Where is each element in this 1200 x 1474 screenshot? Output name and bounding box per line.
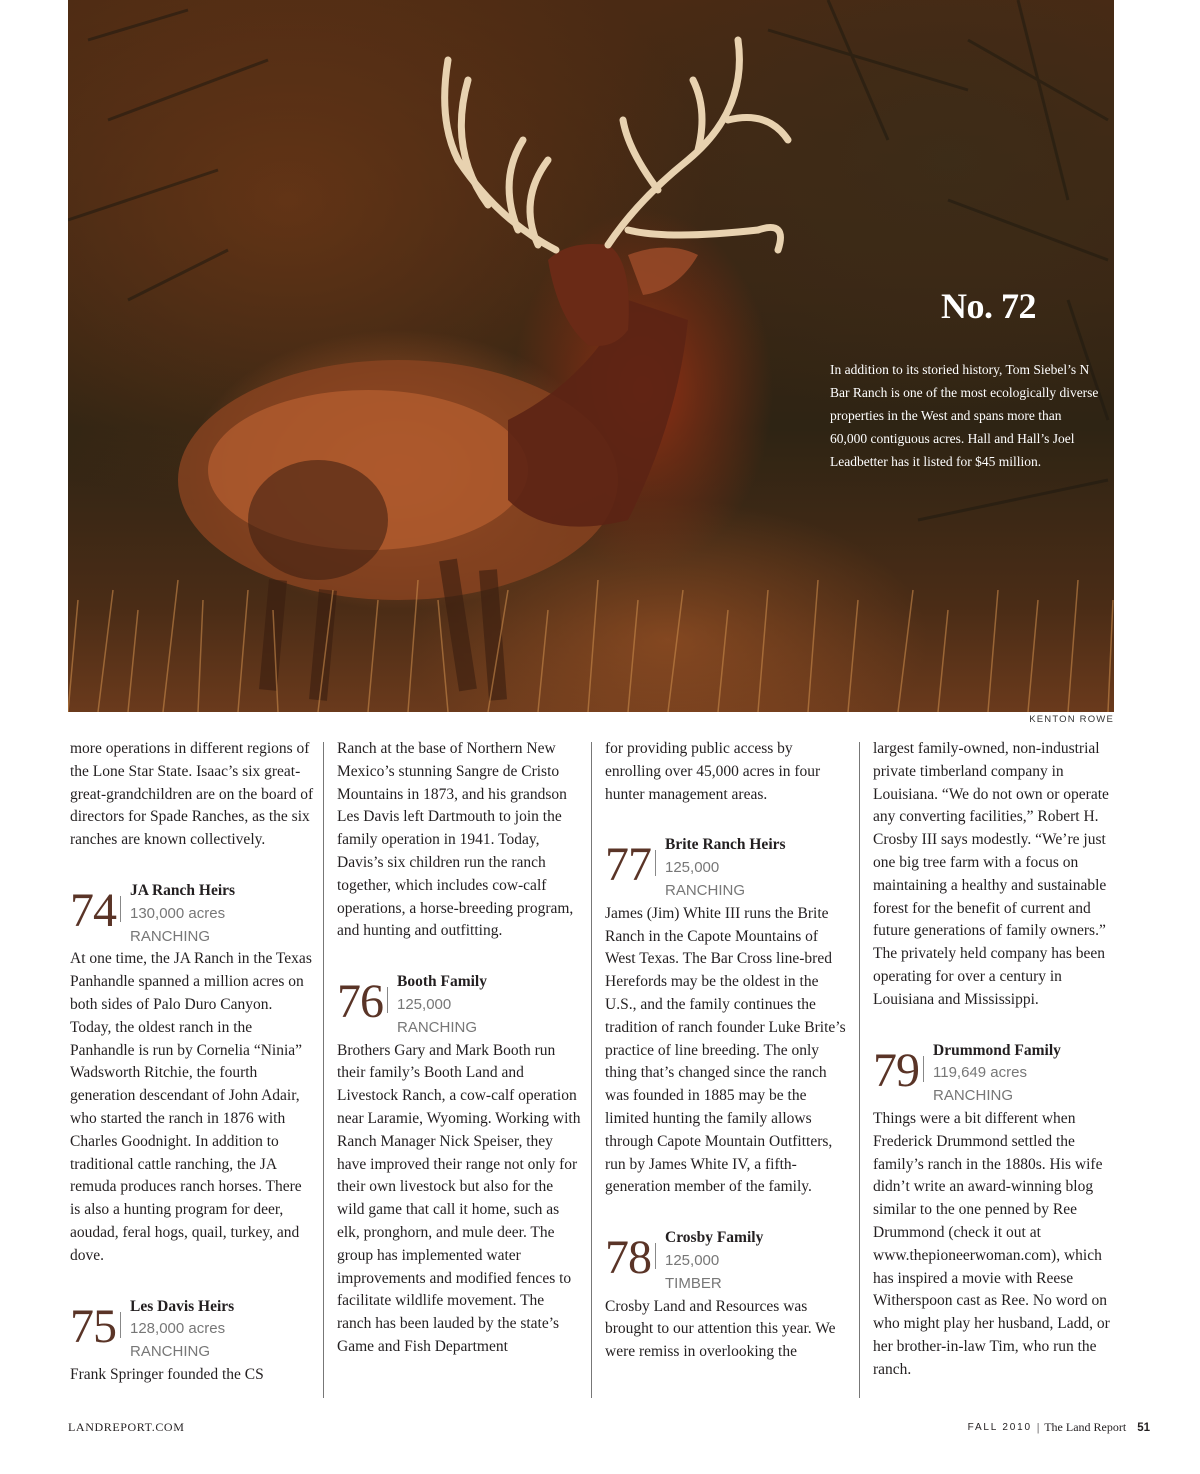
ranch-rank: 76 (337, 975, 383, 1029)
elk-antlers (445, 40, 788, 250)
rank-divider (387, 987, 388, 1013)
body-text: Brothers Gary and Mark Booth run their family’s Booth Land and Livestock Ranch, a cow-calf operation near Laramie, Wyoming. Working with Ranch Manager Nick Speiser, they have improved their range not only for their own livestock but also for the wild game that call it home, such as elk, pronghorn, and mule deer. The group has implemented water improvements and modified fences to facilitate wildlife movement. The ranch has been lauded by the state’s Game and Fish Department (337, 1041, 581, 1355)
rank-divider (655, 850, 656, 876)
column-divider (591, 742, 592, 1398)
ranch-use: RANCHING (665, 881, 746, 899)
article-column-2 (337, 738, 581, 1359)
ranch-owner: Drummond Family (933, 1041, 1061, 1059)
elk-photo (68, 0, 1114, 712)
ranch-use: TIMBER (665, 1274, 722, 1292)
ranch-acres: 128,000 acres (130, 1320, 226, 1338)
body-text: Ranch at the base of Northern New Mexico’s stunning Sangre de Cristo Mountains in 1873, and his grandson Les Davis left Dartmouth to join the family operation in 1941. Today, Davis’s six children run the ranch together, which includes cow-calf operations, a horse-breeding program, and hunting and outfitting. (337, 740, 574, 940)
ranch-rank: 79 (873, 1043, 919, 1097)
body-text: Crosby Land and Resources was brought to our attention this year. We were remiss in overlooking the (605, 1297, 836, 1361)
ranch-acres: 125,000 (397, 995, 452, 1013)
body-text: for providing public access by enrolling over 45,000 acres in four hunter management areas. (605, 740, 821, 803)
ranch-rank: 77 (605, 838, 651, 892)
photo-credit: KENTON ROWE (1029, 714, 1114, 725)
footer-folio (968, 1420, 1150, 1435)
ranch-entry-78 (605, 1227, 849, 1295)
rank-divider (923, 1056, 924, 1082)
ranch-entry-77 (605, 834, 849, 902)
ranch-entry-74 (70, 880, 314, 948)
ranch-acres: 130,000 acres (130, 904, 226, 922)
article-column-3 (605, 738, 849, 1364)
ranch-entry-75 (70, 1296, 314, 1364)
footer-season: FALL 2010 (967, 1422, 1032, 1433)
column-divider (323, 742, 324, 1398)
ranch-rank: 75 (70, 1299, 116, 1353)
ranch-acres: 125,000 (665, 1251, 720, 1269)
body-text: largest family-owned, non-industrial private timberland company in Louisiana. “We do not own or operate any converting facilities,” Robert H. Crosby III says modestly. “We’re just one big tree farm with a focus on maintaining a healthy and sustainable forest for the benefit of current and future generations of family owners.” The privately held company has been operating for over a century in Louisiana and Mississippi. (873, 740, 1109, 1008)
ranch-rank: 78 (605, 1231, 651, 1285)
elk-illustration (68, 0, 1114, 712)
article-column-4 (873, 738, 1117, 1382)
body-text: At one time, the JA Ranch in the Texas Panhandle spanned a million acres on both sides of Palo Duro Canyon. Today, the oldest ranch in the Panhandle is run by Cornelia “Ninia” Wadsworth Ritchie, the fourth generation descendant of John Adair, who started the ranch in 1876 with Charles Goodnight. In addition to traditional cattle ranching, the JA remuda produces ranch horses. There is also a hunting program for deer, aoudad, feral hogs, quail, turkey, and dove. (70, 950, 312, 1264)
ranch-acres: 125,000 (665, 859, 720, 877)
body-text: Frank Springer founded the CS (70, 1365, 264, 1383)
body-text: more operations in different regions of the Lone Star State. Isaac’s six great-great-grandchildren are on the board of directors for Spade Ranches, as the six ranches are known collectively. (70, 740, 314, 849)
ranch-owner: Les Davis Heirs (130, 1297, 235, 1315)
ranch-owner: Booth Family (397, 973, 487, 991)
footer-divider: | (1036, 1420, 1040, 1434)
ranch-acres: 119,649 acres (933, 1064, 1027, 1082)
ranch-use: RANCHING (130, 927, 211, 945)
page-number: 51 (1137, 1421, 1150, 1434)
ranch-owner: JA Ranch Heirs (130, 881, 236, 899)
rank-divider (120, 1312, 121, 1338)
rank-divider (655, 1243, 656, 1269)
elk-head (548, 244, 629, 346)
footer-publication: The Land Report (1044, 1420, 1127, 1434)
ranch-use: RANCHING (130, 1343, 211, 1361)
ranch-entry-76 (337, 971, 581, 1039)
rank-divider (120, 896, 121, 922)
photo-caption: In addition to its storied history, Tom Siebel’s N Bar Ranch is one of the most ecologically diverse properties in the West and spans more than 60,000 contiguous acres. Hall and Hall’s Joel Leadbetter has it listed for $45 million. (830, 362, 1099, 469)
ranch-rank: 74 (70, 883, 116, 937)
photo-ranch-number: No. 72 (941, 286, 1036, 326)
ranch-use: RANCHING (933, 1087, 1014, 1105)
body-text: James (Jim) White III runs the Brite Ranch in the Capote Mountains of West Texas. The Bar Cross line-bred Herefords may be the oldest in the U.S., and the family continues the tradition of ranch founder Luke Brite’s practice of line breeding. The only thing that’s changed since the ranch was founded in 1885 may be the limited hunting the family allows through Capote Mountain Outfitters, run by James White IV, a fifth-generation member of the family. (605, 904, 846, 1196)
body-text: Things were a bit different when Frederick Drummond settled the family’s ranch in the 1880s. His wife didn’t write an award-winning blog similar to the one penned by Ree Drummond (check it out at www.thepioneerwoman.com), which has inspired a movie with Reese Witherspoon cast as Ree. No word on who might play her husband, Ladd, or her brother-in-law Tim, who run the ranch. (873, 1109, 1110, 1378)
ranch-owner: Brite Ranch Heirs (665, 836, 786, 854)
column-divider (859, 742, 860, 1398)
ranch-use: RANCHING (397, 1018, 478, 1036)
ranch-owner: Crosby Family (665, 1229, 764, 1247)
footer-site: LANDREPORT.COM (68, 1420, 185, 1434)
ranch-entry-79 (873, 1040, 1117, 1108)
article-column-1 (70, 738, 314, 1387)
